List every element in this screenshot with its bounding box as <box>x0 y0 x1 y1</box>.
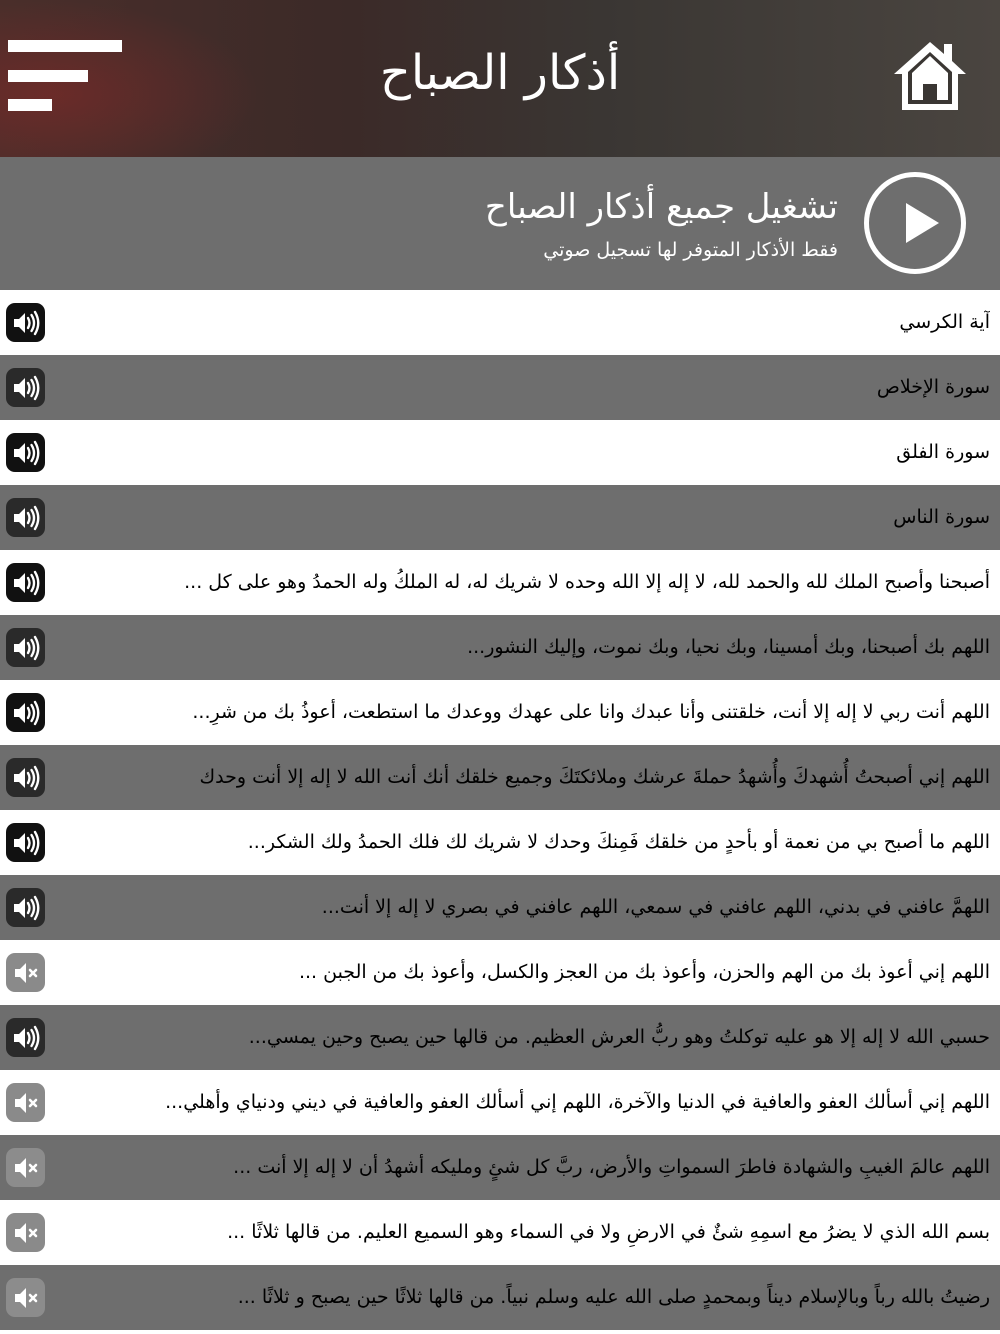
list-item[interactable] <box>0 550 1000 615</box>
list-item-text: اللهم إني أسألك العفو والعافية في الدنيا والآخرة، اللهم إني أسألك العفو والعافية في ديني ودنياي وأهلي... <box>165 1091 990 1113</box>
speaker-muted-icon[interactable] <box>6 1213 45 1252</box>
speaker-on-icon[interactable] <box>6 303 45 342</box>
speaker-on-icon[interactable] <box>6 693 45 732</box>
list-item-text: اللهمَّ عافني في بدني، اللهم عافني في سمعي، اللهم عافني في بصري لا إله إلا أنت... <box>321 896 990 918</box>
speaker-on-icon[interactable] <box>6 1018 45 1057</box>
speaker-muted-icon[interactable] <box>6 953 45 992</box>
list-item-text: آية الكرسي <box>899 311 990 333</box>
list-item[interactable] <box>0 1200 1000 1265</box>
speaker-on-icon[interactable] <box>6 823 45 862</box>
list-item-text: بسم الله الذي لا يضرُ مع اسمِهِ شئٌ في الارضِ ولا في السماء وهو السميع العليم. من قالها ثلاثًا ... <box>227 1221 990 1243</box>
list-item-text: سورة الناس <box>893 506 990 528</box>
list-item[interactable] <box>0 615 1000 680</box>
speaker-on-icon[interactable] <box>6 628 45 667</box>
list-item[interactable] <box>0 745 1000 810</box>
list-item-text: اللهم إني أصبحتُ أُشهدكَ وأُشهدُ حملةَ عرشك وملائكتَكَ وجميع خلقك أنك أنت الله لا إله إلا أنت وحدك <box>199 766 990 788</box>
adhkar-list <box>0 290 1000 1334</box>
list-item[interactable] <box>0 1070 1000 1135</box>
home-icon[interactable] <box>890 38 970 114</box>
list-item[interactable] <box>0 875 1000 940</box>
list-item[interactable] <box>0 485 1000 550</box>
list-item-text: اللهم إني أعوذ بك من الهم والحزن، وأعوذ بك من العجز والكسل، وأعوذ بك من الجبن ... <box>298 961 990 983</box>
play-all-button[interactable] <box>0 157 1000 290</box>
list-item[interactable] <box>0 680 1000 745</box>
list-item[interactable] <box>0 1005 1000 1070</box>
list-item[interactable] <box>0 940 1000 1005</box>
speaker-on-icon[interactable] <box>6 368 45 407</box>
list-item-text: اللهم عالمَ الغيبِ والشهادة فاطرَ السمواتِ والأرض، ربَّ كل شئٍ ومليكه أشهدُ أن لا إله إلا أنت ... <box>233 1156 990 1178</box>
list-item[interactable] <box>0 810 1000 875</box>
speaker-on-icon[interactable] <box>6 888 45 927</box>
bottom-divider <box>0 1330 1000 1334</box>
list-item[interactable] <box>0 420 1000 485</box>
play-all-title: تشغيل جميع أذكار الصباح <box>484 187 838 227</box>
list-item-text: سورة الفلق <box>896 441 990 463</box>
list-item-text: رضيتُ بالله رباً وبالإسلام ديناً وبمحمدٍ صلى الله عليه وسلم نبياً. من قالها ثلاثًا حين يصبح و ثلاثًا ... <box>237 1286 990 1308</box>
speaker-on-icon[interactable] <box>6 563 45 602</box>
list-item-text: اللهم ما أصبح بي من نعمة أو بأحدٍ من خلقك فَمِنكَ وحدك لا شريك لك فلك الحمدُ ولك الشكر... <box>247 831 990 853</box>
page-title: أذكار الصباح <box>379 45 621 101</box>
speaker-muted-icon[interactable] <box>6 1148 45 1187</box>
play-icon[interactable] <box>864 172 966 274</box>
list-item[interactable] <box>0 1265 1000 1330</box>
list-item[interactable] <box>0 355 1000 420</box>
header-bar <box>0 0 1000 157</box>
list-item-text: اللهم أنت ربي لا إله إلا أنت، خلقتنى وأنا عبدك وانا على عهدك ووعدك ما استطعت، أعوذُ بك من شرِ... <box>192 701 990 723</box>
play-all-subtitle: فقط الأذكار المتوفر لها تسجيل صوتي <box>543 239 838 261</box>
list-item-text: اللهم بك أصبحنا، وبك أمسينا، وبك نحيا، وبك نموت، وإليك النشور... <box>467 636 990 658</box>
speaker-on-icon[interactable] <box>6 433 45 472</box>
list-item-text: أصبحنا وأصبح الملك لله والحمد لله، لا إله إلا الله وحده لا شريك له، له الملكُ وله الحمدُ وهو على كل ... <box>184 571 990 593</box>
speaker-muted-icon[interactable] <box>6 1278 45 1317</box>
list-item-text: حسبي الله لا إله إلا هو عليه توكلتُ وهو ربُّ العرش العظيم. من قالها حين يصبح وحين يمسي... <box>248 1026 990 1048</box>
speaker-on-icon[interactable] <box>6 758 45 797</box>
speaker-muted-icon[interactable] <box>6 1083 45 1122</box>
list-item-text: سورة الإخلاص <box>876 376 990 398</box>
menu-icon[interactable] <box>8 40 124 112</box>
list-item[interactable] <box>0 290 1000 355</box>
list-item[interactable] <box>0 1135 1000 1200</box>
speaker-on-icon[interactable] <box>6 498 45 537</box>
